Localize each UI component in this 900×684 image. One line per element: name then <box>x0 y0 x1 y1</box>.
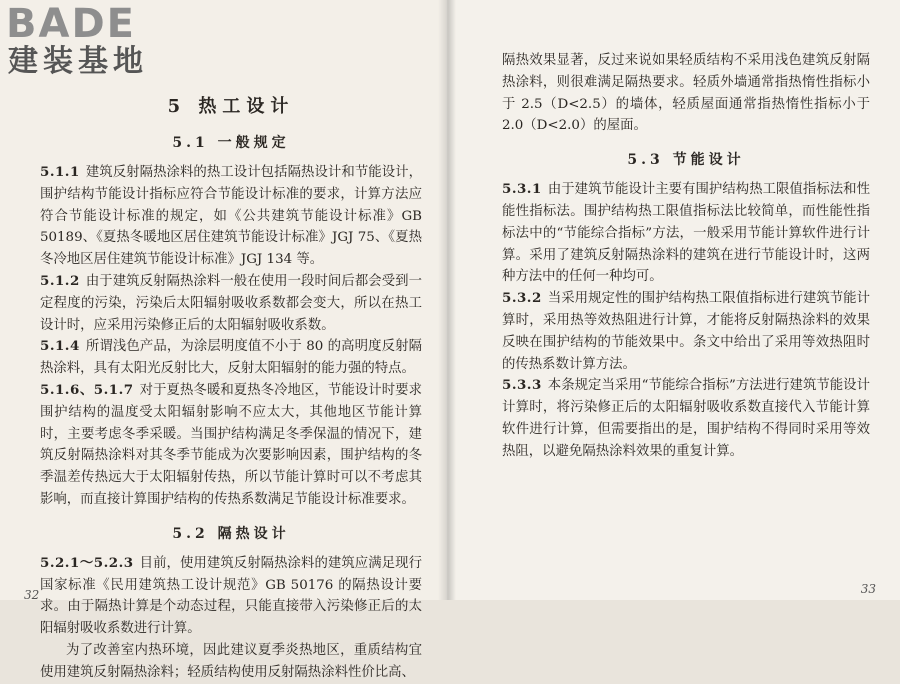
paragraph-top: 隔热效果显著，反过来说如果轻质结构不采用浅色建筑反射隔热涂料，则很难满足隔热要求。轻质外墙通常指热惰性指标小于 2.5（D<2.5）的墙体，轻质屋面通常指热惰性指标小于 2.0（D<2.0）的屋面。 <box>502 53 870 134</box>
right-page <box>446 0 900 600</box>
logo-latin-text: BADE <box>6 1 136 47</box>
clause-5-3-1 <box>502 179 870 288</box>
clause-text: 本条规定当采用“节能综合指标”方法进行建筑节能设计计算时，将污染修正后的太阳辐射吸收系数直接代入节能计算软件进行计算，但需要指出的是，围护结构不得同时采用等效热阻，以避免隔热涂料效果的重复计算。 <box>502 378 870 459</box>
page-number-right: 33 <box>860 582 876 596</box>
section-title-5-3: 5.3 节能设计 <box>627 152 745 169</box>
watermark-logo <box>6 1 176 82</box>
clause-number: 5.2.1～5.2.3 <box>40 554 134 571</box>
clause-number: 5.1.4 <box>40 338 80 355</box>
clause-text: 由于建筑节能设计主要有围护结构热工限值指标法和性能性指标法。围护结构热工限值指标法比较简单，而性能性指标法中的“节能综合指标”方法，一般采用节能计算软件进行计算。采用了建筑反射隔热涂料的建筑在进行节能设计时，这两种方法中的任何一种均可。 <box>502 182 870 285</box>
section-title-5-2: 5.2 隔热设计 <box>172 525 290 542</box>
book-gutter <box>438 0 456 600</box>
clause-5-1-4 <box>40 336 422 380</box>
clause-5-2-1 <box>40 553 422 640</box>
page-number-left: 32 <box>24 588 40 602</box>
section-title-5-1: 5.1 一般规定 <box>172 135 290 151</box>
clause-text: 目前，使用建筑反射隔热涂料的建筑应满足现行国家标准《民用建筑热工设计规范》GB 50176 的隔热设计要求。由于隔热计算是个动态过程，只能直接带入污染修正后的太阳辐射吸收系数进行计算。 <box>40 555 422 637</box>
clause-number: 5.1.6、5.1.7 <box>40 381 134 398</box>
clause-5-3-3 <box>502 375 870 462</box>
clause-5-1-1 <box>40 162 422 271</box>
logo-chinese-text: 建装基地 <box>8 44 148 79</box>
clause-number: 5.3.3 <box>502 377 542 394</box>
clause-number: 5.3.2 <box>502 290 542 307</box>
paragraph-continuation: 为了改善室内热环境，因此建议夏季炎热地区，重质结构宜使用建筑反射隔热涂料；轻质结构使用反射隔热涂料性价比高、 <box>40 642 422 680</box>
clause-text: 当采用规定性的围护结构热工限值指标进行建筑节能计算时，采用热等效热阻进行计算，才能将反射隔热涂料的效果反映在围护结构的节能效果中。条文中给出了采用等效热阻时的传热系数计算方法。 <box>502 291 870 372</box>
chapter-title: 5 热工设计 <box>167 96 295 117</box>
clause-text: 对于夏热冬暖和夏热冬冷地区，节能设计时要求围护结构的温度受太阳辐射影响不应太大，其他地区节能计算时，主要考虑冬季采暖。当围护结构满足冬季保温的情况下，建筑反射隔热涂料对其冬季节能成为次要影响因素，围护结构的冬季温差传热远大于太阳辐射传热，所以节能计算时可以不考虑其影响，而直接计算围护结构的传热系数满足节能设计标准要求。 <box>40 382 422 507</box>
clause-5-1-2 <box>40 271 422 336</box>
clause-text: 建筑反射隔热涂料的热工设计包括隔热设计和节能设计，围护结构节能设计指标应符合节能设计标准的要求，计算方法应符合节能设计标准的规定，如《公共建筑节能设计标准》GB 50189、《夏热冬暖地区居住建筑节能设计标准》JGJ 75、《夏热冬冷地区居住建筑节能设计标准》JGJ 134 等。 <box>40 165 422 268</box>
clause-5-1-6 <box>40 380 422 511</box>
clause-number: 5.1.1 <box>40 164 80 180</box>
left-page <box>0 0 446 680</box>
clause-number: 5.1.2 <box>40 272 80 289</box>
clause-5-3-2 <box>502 288 870 375</box>
clause-text: 由于建筑反射隔热涂料一般在使用一段时间后都会受到一定程度的污染，污染后太阳辐射吸收系数都会变大，所以在热工设计时，应采用污染修正后的太阳辐射吸收系数。 <box>40 273 422 333</box>
clause-text: 所谓浅色产品，为涂层明度值不小于 80 的高明度反射隔热涂料，具有太阳光反射比大，反射太阳辐射的能力强的特点。 <box>40 339 422 377</box>
clause-number: 5.3.1 <box>502 181 542 198</box>
